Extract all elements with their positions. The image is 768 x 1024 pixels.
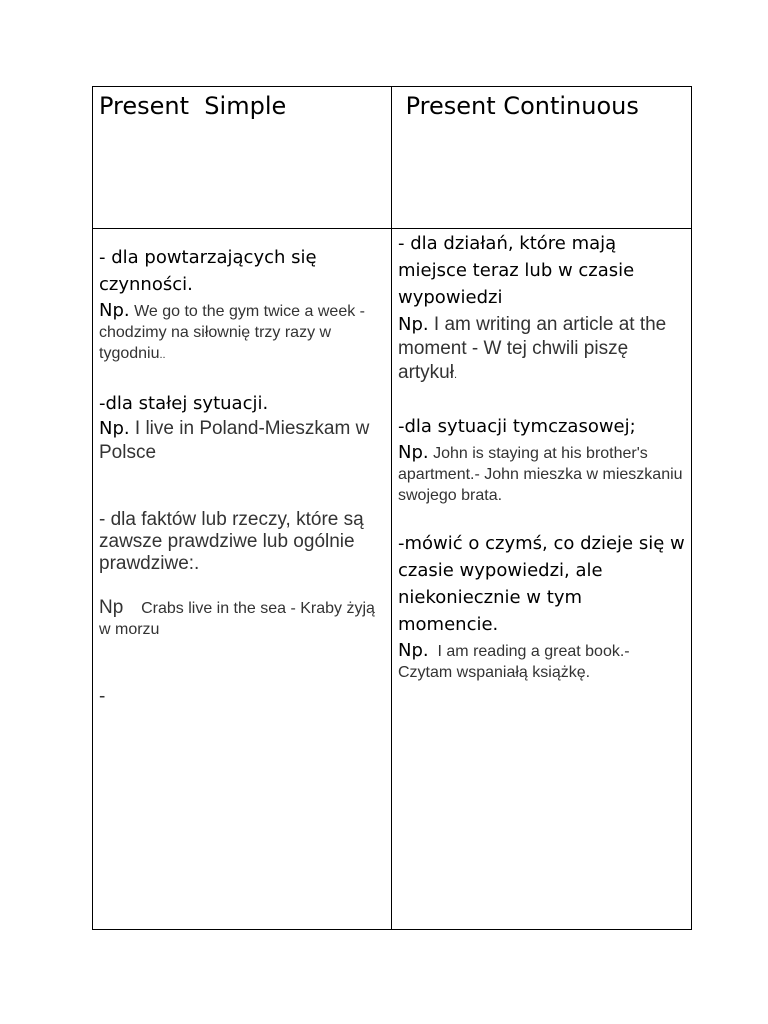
- simple-trailing-dash: -: [99, 686, 106, 707]
- simple-example-general-facts: [99, 597, 385, 640]
- simple-rule-permanent-situation: -dla stałej sytuacji.: [99, 393, 269, 414]
- example-text: Crabs live in the sea - Kraby żyją w morzu: [99, 600, 380, 638]
- continuous-rule-current-actions: - dla działań, które mają miejsce teraz lub w czasie wypowiedzi: [398, 233, 635, 308]
- simple-rule-general-facts: - dla faktów lub rzeczy, które są zawsze prawdziwe lub ogólnie prawdziwe:.: [99, 509, 364, 574]
- simple-example-repeated-actions: [99, 300, 385, 366]
- header-present-continuous: Present Continuous: [398, 92, 639, 120]
- simple-rule-repeated-actions: - dla powtarzających się czynności.: [99, 247, 317, 295]
- simple-example-permanent-situation: [99, 417, 385, 465]
- example-text: I live in Poland-Mieszkam w Polsce: [99, 418, 370, 463]
- example-text: We go to the gym twice a week - chodzimy na siłownię trzy razy w tygodniu: [99, 303, 365, 362]
- header-cell-present-simple: [93, 87, 392, 229]
- continuous-example-temporary-situation: [398, 442, 685, 506]
- table-header-row: [93, 87, 692, 229]
- np-label: Np.: [398, 442, 429, 463]
- example-tail: .: [453, 369, 458, 381]
- header-present-simple: Present Simple: [99, 92, 287, 120]
- np-label: Np.: [398, 314, 429, 335]
- continuous-rule-temporary-situation: -dla sytuacji tymczasowej;: [398, 416, 636, 437]
- example-text: I am writing an article at the moment - W tej chwili piszę artykuł: [398, 314, 667, 383]
- example-tail: ..: [159, 349, 166, 361]
- present-continuous-cell: [392, 229, 692, 930]
- continuous-example-current-actions: [398, 313, 685, 387]
- np-label: Np.: [398, 640, 429, 661]
- present-simple-cell: [93, 229, 392, 930]
- np-label: Np.: [99, 418, 130, 439]
- grammar-comparison-table: [92, 86, 692, 930]
- example-text: John is staying at his brother's apartment.- John mieszka w mieszkaniu swojego brata.: [398, 445, 683, 504]
- np-label: Np.: [99, 300, 130, 321]
- example-text: I am reading a great book.- Czytam wspaniałą książkę.: [398, 643, 635, 681]
- table-body-row: [93, 229, 692, 930]
- continuous-rule-around-now: -mówić o czymś, co dzieje się w czasie wypowiedzi, ale niekoniecznie w tym momencie.: [398, 533, 685, 635]
- np-label: Np: [99, 597, 124, 618]
- header-cell-present-continuous: [392, 87, 692, 229]
- continuous-example-around-now: [398, 640, 685, 683]
